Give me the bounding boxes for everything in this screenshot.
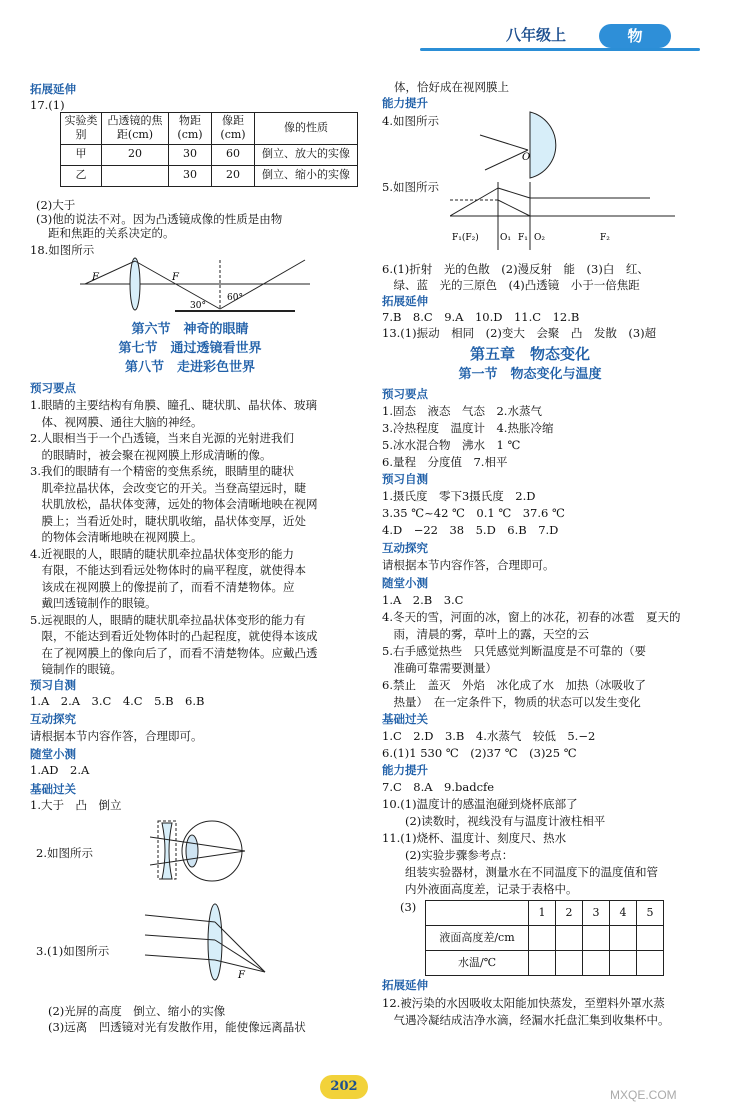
- text-line: 的眼睛时，被会聚在视网膜上形成清晰的像。: [30, 447, 272, 462]
- table-header: 实验类别: [61, 113, 102, 145]
- answer-line: 准确可靠需要测量）: [382, 661, 497, 675]
- header-grade: 八年级上: [506, 26, 567, 44]
- section-heading: 拓展延伸: [382, 978, 428, 992]
- table-header: 5: [637, 901, 664, 926]
- answer-line: (3): [400, 900, 417, 914]
- figure-18-lens-reflection: [80, 255, 330, 320]
- text-line: 4.近视眼的人，眼睛的睫状肌牵拉晶状体变形的能力: [30, 546, 294, 561]
- text-line: 镜制作的眼镜。: [30, 662, 122, 676]
- point-label: F₁: [518, 233, 528, 243]
- answer-line: 4.如图所示: [382, 114, 439, 128]
- table-cell: 甲: [61, 144, 102, 165]
- answer-line: 13.(1)振动 相同 (2)变大 会聚 凸 发散 (3)超: [382, 326, 657, 340]
- point-label: O₁: [500, 233, 511, 243]
- point-label: F₂: [600, 233, 610, 243]
- answer-line: 6.禁止 盖灭 外焰 冰化成了水 加热（冰吸收了: [382, 678, 646, 692]
- text-line: 3.我们的眼睛有一个精密的变焦系统，眼睛里的睫状: [30, 464, 294, 478]
- answer-line: (3)远离 凹透镜对光有发散作用，能使像远离晶状: [48, 1020, 306, 1034]
- text-line: 戴凹透镜制作的眼镜。: [30, 596, 157, 610]
- table-cell: 倒立、缩小的实像: [255, 165, 358, 186]
- section-heading: 预习自测: [30, 678, 76, 692]
- answer-line: (2)大于: [36, 198, 76, 212]
- focus-label: F: [238, 970, 245, 981]
- answer-line: 12.被污染的水因吸收太阳能加快蒸发，至塑料外罩水蒸: [382, 996, 665, 1010]
- experiment-table: [60, 112, 358, 187]
- table-row: [61, 144, 358, 165]
- watermark: MXQE.COM: [610, 1088, 677, 1102]
- question-18: 18.如图所示: [30, 243, 95, 257]
- answer-line: 1.固态 液态 气态 2.水蒸气: [382, 404, 542, 418]
- answer-line: 雨，清晨的雾，草叶上的露，天空的云: [382, 627, 589, 641]
- preview-points: [30, 397, 360, 678]
- table-row: [426, 926, 664, 951]
- answer-line: 6.(1)折射 光的色散 (2)漫反射 能 (3)白 红、: [382, 262, 649, 276]
- text-line: 体、视网膜、通往大脑的神经。: [30, 414, 203, 429]
- text-line: 有限，不能达到看远处物体时的扁平程度，就使得本: [30, 563, 306, 577]
- answer-line: 绿、蓝 光的三原色 (4)凸透镜 小于一倍焦距: [382, 278, 640, 292]
- text-line: 限，不能达到看近处物体时的凸起程度，就使得本该成: [30, 629, 318, 643]
- origin-label: O: [522, 152, 531, 163]
- table-header: 3: [583, 901, 610, 926]
- table-header: 4: [610, 901, 637, 926]
- section-heading: 能力提升: [382, 763, 428, 777]
- section-title: 第七节 通过透镜看世界: [118, 341, 262, 356]
- section-title: 第六节 神奇的眼睛: [131, 322, 249, 337]
- table-cell: 30: [169, 165, 212, 186]
- answer-line: 组装实验器材，测量水在不同温度下的温度值和管: [382, 865, 658, 879]
- answer-line: 体，恰好成在视网膜上: [394, 80, 509, 94]
- table-cell: 60: [212, 144, 255, 165]
- table-cell: 30: [169, 144, 212, 165]
- section-title: 第一节 物态变化与温度: [458, 367, 602, 382]
- answer-line: 2.如图所示: [36, 846, 93, 860]
- figure-lens-rays: [140, 900, 280, 985]
- table-header: 物距(cm): [169, 113, 212, 145]
- section-heading: 随堂小测: [382, 576, 428, 590]
- section-heading: 基础过关: [30, 782, 76, 796]
- section-heading: 能力提升: [382, 96, 428, 110]
- table-header: 像的性质: [255, 113, 358, 145]
- table-cell: 水温/℃: [426, 951, 529, 976]
- answer-line: 11.(1)烧杯、温度计、刻度尺、热水: [382, 831, 567, 845]
- answer-line: 10.(1)温度计的感温泡碰到烧杯底部了: [382, 797, 578, 811]
- page-number: 202: [320, 1075, 368, 1099]
- figure-4-mirror: [470, 110, 570, 180]
- section-heading: 拓展延伸: [382, 294, 428, 308]
- text-line: 该成在视网膜上的像提前了，而看不清楚物体。应: [30, 579, 295, 594]
- table-cell: 乙: [61, 165, 102, 186]
- text-line: 5.远视眼的人，眼睛的睫状肌牵拉晶状体变形的能力有: [30, 612, 306, 627]
- section-heading: 基础过关: [382, 712, 428, 726]
- text-line: 1.眼睛的主要结构有角膜、瞳孔、睫状肌、晶状体、玻璃: [30, 398, 317, 412]
- section-title: 第八节 走进彩色世界: [124, 360, 255, 375]
- section-heading: 预习要点: [382, 387, 428, 401]
- focus-label: F: [172, 272, 179, 283]
- point-label: O₂: [534, 233, 545, 243]
- answer-line: 3.35 ℃~42 ℃ 0.1 ℃ 37.6 ℃: [382, 506, 565, 520]
- answer-line: (3)他的说法不对。因为凸透镜成像的性质是由物: [36, 212, 283, 226]
- chapter-title: 第五章 物态变化: [469, 345, 590, 363]
- text-line: 2.人眼相当于一个凸透镜，当来自光源的光射进我们: [30, 431, 294, 445]
- section-heading: 随堂小测: [30, 747, 76, 761]
- answer-line: 5.右手感觉热些 只凭感觉判断温度是不可靠的（要: [382, 644, 646, 658]
- header-rule: [420, 48, 700, 51]
- table-header: 像距(cm): [212, 113, 255, 145]
- section-heading: 互动探究: [30, 712, 76, 726]
- answer-line: 1.大于 凸 倒立: [30, 798, 122, 812]
- text-line: 在了视网膜上的像向后了，而看不清楚物体。应戴凸透: [30, 645, 318, 660]
- record-table: [425, 900, 664, 976]
- focus-label: F: [92, 272, 99, 283]
- text-line: 的物体会清晰地映在视网膜上。: [30, 530, 203, 544]
- angle-label: 30°: [190, 301, 206, 311]
- text-line: 肌牵拉晶状体，会改变它的开关。当登高望远时，睫: [30, 480, 306, 495]
- point-label: F₁(F₂): [452, 233, 479, 243]
- table-header: 1: [529, 901, 556, 926]
- table-cell: 液面高度差/cm: [426, 926, 529, 951]
- answer-line: 1.A 2.A 3.C 4.C 5.B 6.B: [30, 694, 205, 708]
- answer-line: 1.摄氏度 零下3摄氏度 2.D: [382, 489, 536, 503]
- answer-line: (2)光屏的高度 倒立、缩小的实像: [48, 1004, 226, 1018]
- answer-line: 请根据本节内容作答，合理即可。: [382, 558, 555, 572]
- answer-line: 1.AD 2.A: [30, 763, 90, 777]
- answer-line: 6.量程 分度值 7.相平: [382, 455, 508, 469]
- figure-5-two-lenses: [450, 178, 680, 260]
- section-heading: 预习自测: [382, 472, 428, 486]
- question-17: 17.(1): [30, 98, 65, 112]
- angle-label: 60°: [227, 293, 243, 303]
- text-line: 状肌放松，晶状体变薄，远处的物体会清晰地映在视网: [30, 497, 318, 511]
- answer-line: 1.C 2.D 3.B 4.水蒸气 较低 5.−2: [382, 729, 596, 743]
- section-heading: 预习要点: [30, 381, 76, 395]
- answer-line: 6.(1)1 530 ℃ (2)37 ℃ (3)25 ℃: [382, 746, 577, 760]
- answer-line: 内外液面高度差，记录于表格中。: [382, 882, 578, 896]
- answer-line: 热量） 在一定条件下，物质的状态可以发生变化: [382, 695, 641, 709]
- answer-line: 5.冰水混合物 沸水 1 ℃: [382, 438, 521, 452]
- answer-line: 5.如图所示: [382, 180, 439, 194]
- figure-eye-lens: [150, 815, 260, 887]
- table-header: 2: [556, 901, 583, 926]
- answer-line: (2)实验步骤参考点：: [382, 848, 514, 862]
- answer-line: 7.C 8.A 9.badcfe: [382, 780, 495, 794]
- answer-line: 3.(1)如图所示: [36, 944, 110, 958]
- table-cell: 20: [102, 144, 169, 165]
- answer-line: 4.D −22 38 5.D 6.B 7.D: [382, 523, 559, 537]
- answer-line: 4.冬天的雪，河面的冰，窗上的冰花，初春的冰雹 夏天的: [382, 610, 681, 624]
- section-heading: 拓展延伸: [30, 82, 76, 96]
- table-cell: [102, 165, 169, 186]
- section-heading: 互动探究: [382, 541, 428, 555]
- table-cell: 20: [212, 165, 255, 186]
- answer-line: 请根据本节内容作答，合理即可。: [30, 729, 203, 743]
- table-header: 凸透镜的焦距(cm): [102, 113, 169, 145]
- answer-line: 3.冷热程度 温度计 4.热胀冷缩: [382, 421, 554, 435]
- table-row: [426, 951, 664, 976]
- header-subject: 物 理: [599, 24, 671, 48]
- answer-line: 距和焦距的关系决定的。: [48, 226, 175, 240]
- answer-line: (2)读数时，视线没有与温度计液柱相平: [382, 814, 606, 828]
- table-cell: 倒立、放大的实像: [255, 144, 358, 165]
- answer-line: 1.A 2.B 3.C: [382, 593, 464, 607]
- answer-line: 7.B 8.C 9.A 10.D 11.C 12.B: [382, 310, 580, 324]
- answer-line: 气遇冷凝结成洁净水滴，经漏水托盘汇集到收集杯中。: [382, 1013, 670, 1027]
- table-row: [61, 165, 358, 186]
- text-line: 膜上；当看近处时，睫状肌收缩，晶状体变厚，近处: [30, 513, 306, 528]
